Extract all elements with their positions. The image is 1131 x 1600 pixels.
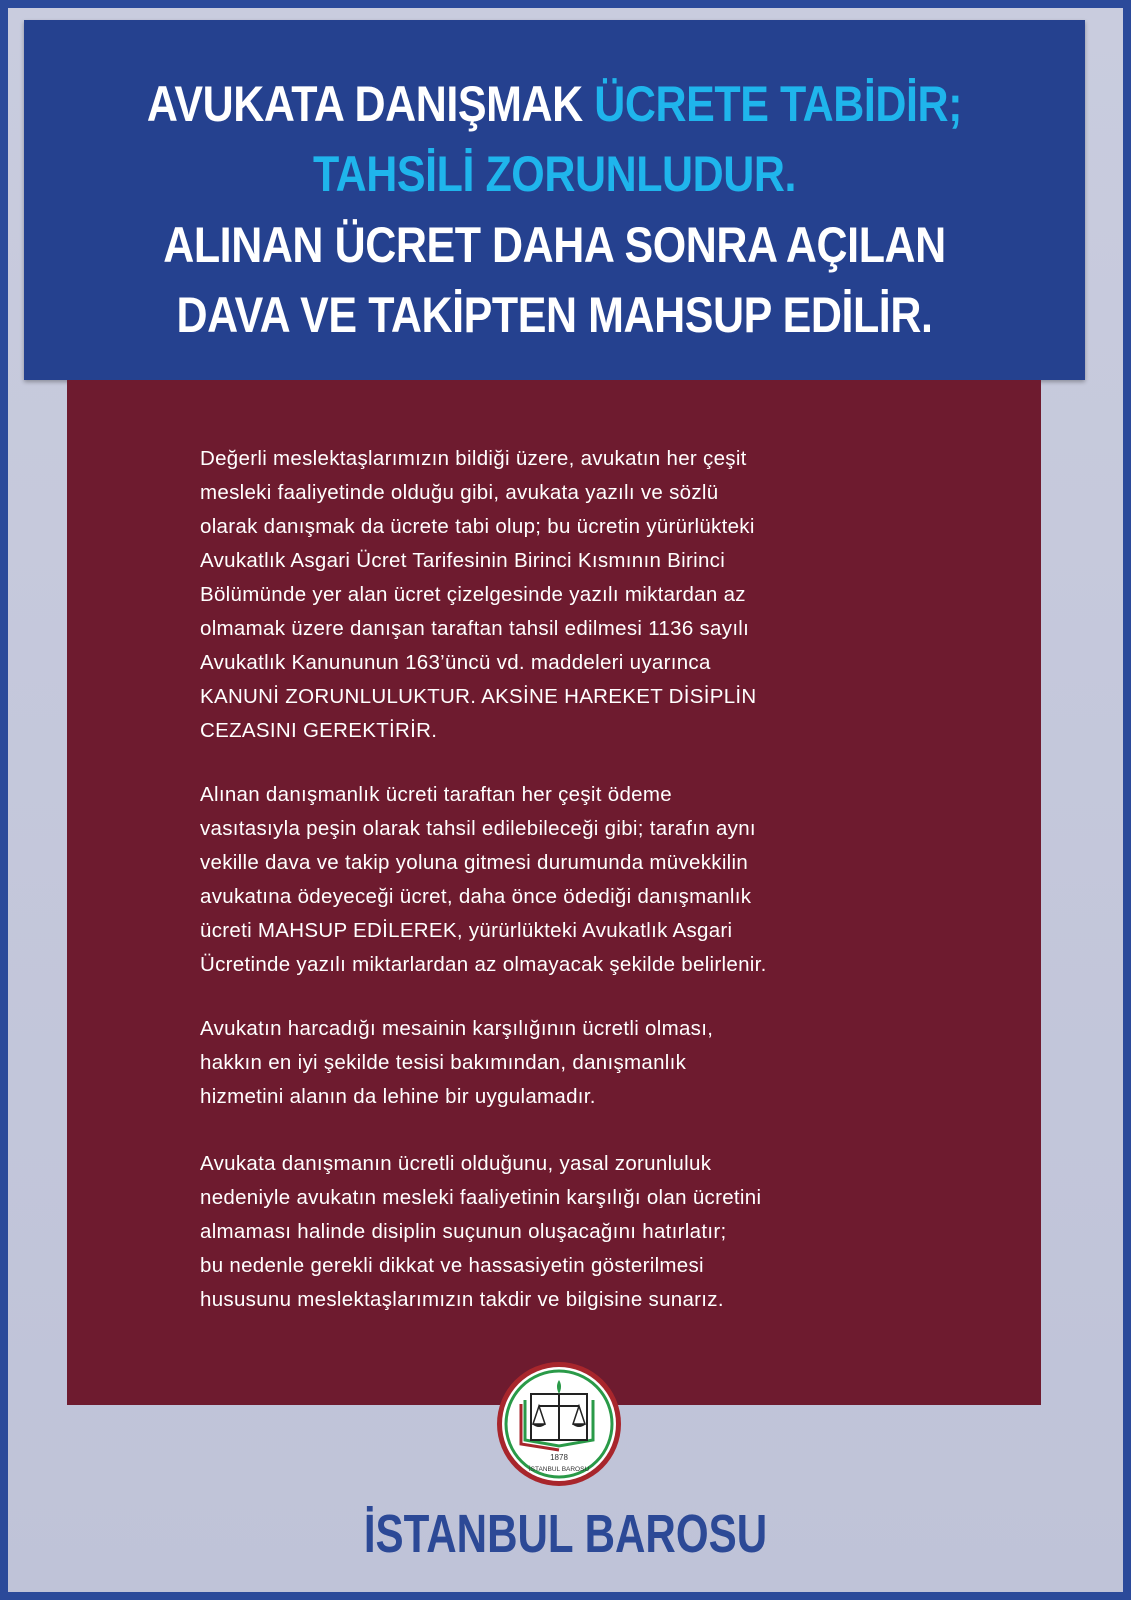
brand-name: İSTANBUL BAROSU [363, 1504, 768, 1564]
seal-year: 1878 [550, 1453, 568, 1462]
paragraph-line: mesleki faaliyetinde olduğu gibi, avukata yazılı ve sözlü [200, 481, 719, 504]
paragraph-line: KANUNİ ZORUNLULUKTUR. AKSİNE HAREKET DİSİPLİN [200, 685, 757, 708]
istanbul-bar-seal-logo [495, 1360, 623, 1488]
paragraph-4 [200, 1147, 761, 1317]
headline-banner [24, 20, 1085, 380]
paragraph-1 [200, 442, 757, 748]
paragraph-3 [200, 1012, 713, 1114]
paragraph-line: almaması halinde disiplin suçunun oluşacağını hatırlatır; [200, 1220, 727, 1243]
paragraph-line: bu nedenle gerekli dikkat ve hassasiyetin gösterilmesi [200, 1254, 704, 1277]
seal-ring-text: İSTANBUL BAROSU [528, 1466, 590, 1473]
paragraph-line: olmamak üzere danışan taraftan tahsil edilmesi 1136 sayılı [200, 617, 750, 640]
paragraph-line: Avukata danışmanın ücretli olduğunu, yasal zorunluluk [200, 1152, 712, 1175]
paragraph-line: avukatına ödeyeceği ücret, daha önce ödediği danışmanlık [200, 885, 752, 908]
paragraph-line: Avukatın harcadığı mesainin karşılığının ücretli olması, [200, 1017, 714, 1040]
headline-accent-text: ÜCRETE TABİDİR; [594, 76, 963, 132]
paragraph-line: Alınan danışmanlık ücreti taraftan her çeşit ödeme [200, 783, 672, 806]
paragraph-line: vasıtasıyla peşin olarak tahsil edilebileceği gibi; tarafın aynı [200, 817, 756, 840]
headline-line-1 [98, 75, 1010, 133]
paragraph-2 [200, 778, 767, 982]
paragraph-line: olarak danışmak da ücrete tabi olup; bu ücretin yürürlükteki [200, 515, 755, 538]
headline-line-4: DAVA VE TAKİPTEN MAHSUP EDİLİR. [176, 287, 933, 343]
paragraph-line: Bölümünde yer alan ücret çizelgesinde yazılı miktardan az [200, 583, 746, 606]
paragraph-line: Avukatlık Kanununun 163’üncü vd. maddeleri uyarınca [200, 651, 711, 674]
paragraph-line: hizmetini alanın da lehine bir uygulamadır. [200, 1085, 596, 1108]
paragraph-line: Avukatlık Asgari Ücret Tarifesinin Birinci Kısmının Birinci [200, 549, 726, 572]
paragraph-line: hakkın en iyi şekilde tesisi bakımından, danışmanlık [200, 1051, 687, 1074]
paragraph-line: ücreti MAHSUP EDİLEREK, yürürlükteki Avukatlık Asgari [200, 919, 733, 942]
paragraph-line: Ücretinde yazılı miktarlardan az olmayacak şekilde belirlenir. [200, 953, 767, 976]
headline-line-3: ALINAN ÜCRET DAHA SONRA AÇILAN [163, 217, 946, 273]
paragraph-line: Değerli meslektaşlarımızın bildiği üzere, avukatın her çeşit [200, 447, 747, 470]
announcement-body [67, 380, 1041, 1405]
headline-line-2: TAHSİLİ ZORUNLUDUR. [312, 146, 797, 202]
headline-text: AVUKATA DANIŞMAK [146, 76, 595, 132]
paragraph-line: vekille dava ve takip yoluna gitmesi durumunda müvekkilin [200, 851, 749, 874]
paragraph-line: hususunu meslektaşlarımızın takdir ve bilgisine sunarız. [200, 1288, 724, 1311]
paragraph-line: nedeniyle avukatın mesleki faaliyetinin karşılığı olan ücretini [200, 1186, 762, 1209]
paragraph-line: CEZASINI GEREKTİRİR. [200, 719, 438, 742]
